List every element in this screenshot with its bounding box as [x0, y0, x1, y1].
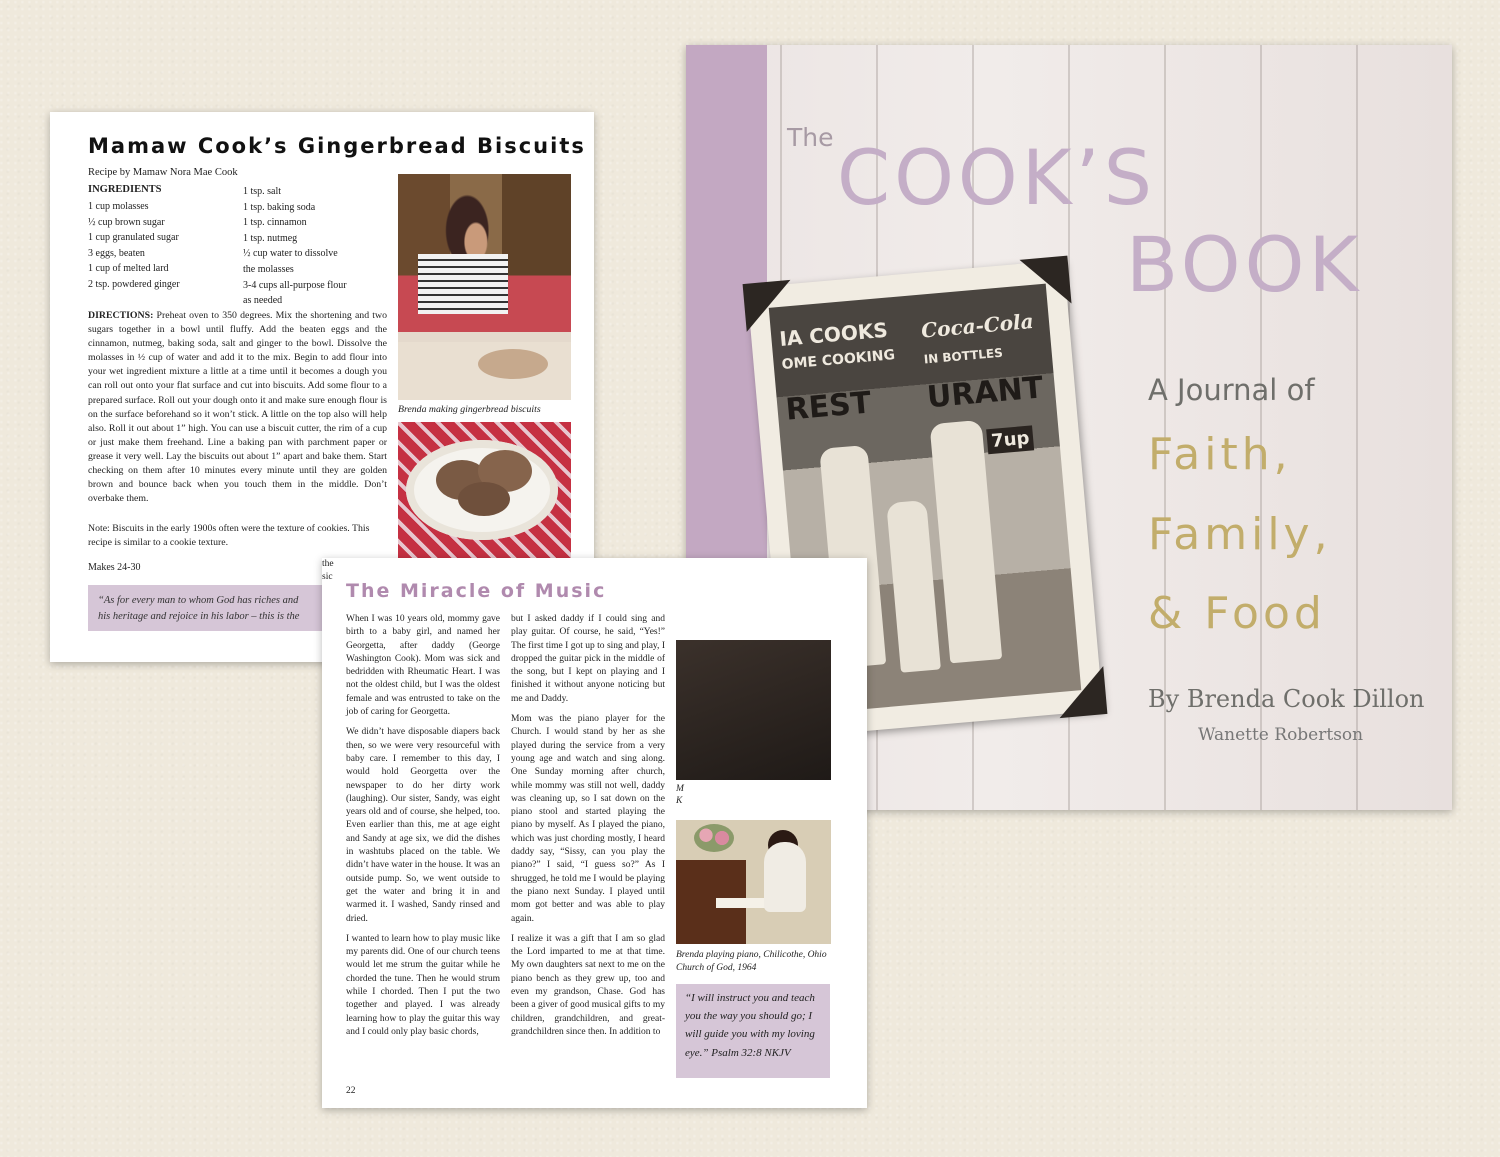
- photo-corner: [1020, 256, 1072, 308]
- paragraph: I wanted to learn how to play music like my parents did. One of our church teens would let me strum the guitar while he chorded the tune. Then he would strum while I chorded. Then I put the two together and played. I was already learning how to play the guitar this way and I could only play basic chords,: [346, 933, 500, 1037]
- photo-corner: [1055, 666, 1107, 718]
- cover-word-family: Family,: [1148, 509, 1332, 560]
- list-item: the: [322, 559, 334, 569]
- page-number: 22: [346, 1086, 356, 1096]
- music-title: The Miracle of Music: [346, 580, 607, 602]
- ingredients-list-right: [243, 184, 347, 309]
- list-item: 1 cup of melted lard: [88, 263, 169, 275]
- list-item: 1 tsp. baking soda: [243, 201, 316, 213]
- list-item: 1 cup granulated sugar: [88, 232, 179, 244]
- paragraph: We didn’t have disposable diapers back then, so we were very resourceful with baby care. I remember to this day, I would hold Georgetta over the newspaper to do her dirty work (laughing). Our sister, Sandy, was eight years old and of course, she helped, too. Even earlier than this, me at age eight and Sandy at age six, we did the dishes in washtubs placed on the table. We didn’t have water in the house. It was an outside pump. So, we went outside to get the water and bring it in and warmed it. I washed, Sandy rinsed and dried.: [346, 727, 500, 924]
- list-item: M: [676, 784, 684, 794]
- recipe-quote-line: his heritage and rejoice in his labor – this is the: [98, 611, 300, 622]
- paragraph: When I was 10 years old, mommy gave birth to a baby girl, and named her Georgetta, after daddy (George Washington Cook). Mom was sick and bedridden with Rheumatic Heart. I was not the oldest child, but I was the oldest female and was entrusted to take on the job of caring for Georgetta.: [346, 614, 500, 718]
- directions-label: DIRECTIONS:: [88, 310, 154, 321]
- cover-coauthor: Wanette Robertson: [1198, 725, 1364, 745]
- music-column-3-partial: [322, 558, 338, 585]
- cover-title-the: The: [787, 123, 834, 152]
- list-item: K: [676, 796, 683, 806]
- music-column-1: [346, 613, 500, 1046]
- list-item: 1 tsp. cinnamon: [243, 217, 307, 229]
- photo-sign: 7up: [986, 425, 1034, 454]
- list-item: 1 cup molasses: [88, 201, 149, 212]
- list-item: sic: [322, 572, 333, 583]
- cover-subtitle: A Journal of: [1148, 373, 1315, 407]
- photo-partial: [676, 640, 831, 780]
- ingredients-heading: INGREDIENTS: [88, 184, 162, 195]
- scripture-quote: “I will instruct you and teach you the way you should go; I will guide you with my loving eye.” Psalm 32:8 NKJV: [676, 984, 830, 1078]
- recipe-directions: [88, 309, 387, 506]
- recipe-note: Note: Biscuits in the early 1900s often were the texture of cookies. This recipe is similar to a cookie texture.: [88, 523, 370, 548]
- photo-sign: IA COOKS: [778, 317, 889, 352]
- directions-text: Preheat oven to 350 degrees. Mix the shortening and two sugars together in a bowl until fluffy. Add the beaten eggs and the cinnamon, nutmeg, baking soda, salt and ginger to the bowl. Dissolve the molasses in ½ cup of water and add it to the mix. Begin to add flour into your wet ingredient mixture a little at a time until it becomes a dough you can roll out onto your flat surface and cut into biscuits. Add some flour to a prepared surface. Roll out your dough onto it and make sure enough flour is on the surface beforehand so it won’t stick. A little on the top also will help also. Roll it out about 1” high. You can use a biscuit cutter, the rim of a cup or just make them freehand. Line a baking pan with parchment paper or grease it very well. Lay the biscuits out about 1” apart and bake them. Start checking on them after 10 minutes every minute until they are golden brown and bounce back when you touch them in the middle. Don’t overbake them.: [88, 310, 387, 505]
- list-item: ½ cup water to dissolve: [243, 248, 338, 260]
- list-item: 2 tsp. powdered ginger: [88, 278, 180, 290]
- recipe-yield: Makes 24-30: [88, 562, 141, 573]
- photo-sign: Coca-Cola: [920, 308, 1035, 343]
- recipe-quote-line: “As for every man to whom God has riches and: [98, 595, 299, 606]
- photo-gingerbread-biscuits: [398, 422, 571, 558]
- list-item: as needed: [243, 295, 283, 307]
- list-item: ½ cup brown sugar: [88, 216, 165, 228]
- cover-title-line2: BOOK: [1126, 220, 1363, 309]
- photo-sign: IN BOTTLES: [923, 345, 1004, 367]
- paragraph: I realize it was a gift that I am so glad the Lord imparted to me at that time. My own daughters sat next to me on the piano bench as they grew up, too and even my grandson, Chase. God has been a giver of good musical gifts to my children, grandchildren, and great-grandchildren since then. In addition to: [511, 933, 665, 1037]
- photo-brenda-cooking: [398, 174, 571, 400]
- photo-figure: [930, 420, 1003, 664]
- photo-brenda-piano: [676, 820, 831, 944]
- cover-word-faith: Faith,: [1148, 429, 1292, 480]
- music-page: [322, 558, 867, 1108]
- photo-caption-partial: [676, 783, 686, 807]
- photo-caption: Brenda making gingerbread biscuits: [398, 404, 541, 415]
- list-item: 3 eggs, beaten: [88, 247, 145, 259]
- paragraph: Mom was the piano player for the Church. I would stand by her as she played during the service from a very young age and watch and sing along. One Sunday morning after church, while mommy was still not well, daddy was cleaning up, so I sat down on the piano stool and started playing the piano by myself. As I played the piano, which was just chording mostly, I heard daddy say, “Sissy, can you play the piano?” I said, “I guess so?” As I shrugged, he told me I would be playing the piano next Sunday. I played until mom got better and was able to play again.: [511, 714, 665, 924]
- music-column-2: [511, 613, 665, 1046]
- photo-sign: URANT: [925, 370, 1045, 416]
- list-item: 1 tsp. salt: [243, 186, 282, 197]
- paragraph: but I asked daddy if I could sing and play guitar. Of course, he said, “Yes!” The first time I got up to sing and play, I dropped the guitar pick in the middle of the song, but I kept on playing and I finished it without anyone noticing but me and Daddy.: [511, 614, 665, 704]
- photo-figure: [886, 500, 941, 673]
- recipe-title: Mamaw Cook’s Gingerbread Biscuits: [88, 134, 586, 158]
- recipe-byline: Recipe by Mamaw Nora Mae Cook: [88, 167, 238, 178]
- ingredients-list-left: [88, 199, 180, 293]
- piano-photo-caption: Brenda playing piano, Chilicothe, Ohio Church of God, 1964: [676, 950, 827, 973]
- list-item: 1 tsp. nutmeg: [243, 232, 298, 244]
- photo-sign: OME COOKING: [781, 347, 896, 373]
- list-item: the molasses: [243, 263, 294, 275]
- cover-author: By Brenda Cook Dillon: [1148, 685, 1425, 713]
- list-item: 3-4 cups all-purpose flour: [243, 279, 347, 291]
- cover-word-food: & Food: [1148, 588, 1326, 639]
- cover-title-line1: COOK’S: [837, 133, 1156, 222]
- photo-sign: REST: [784, 385, 873, 428]
- photo-corner: [743, 280, 795, 332]
